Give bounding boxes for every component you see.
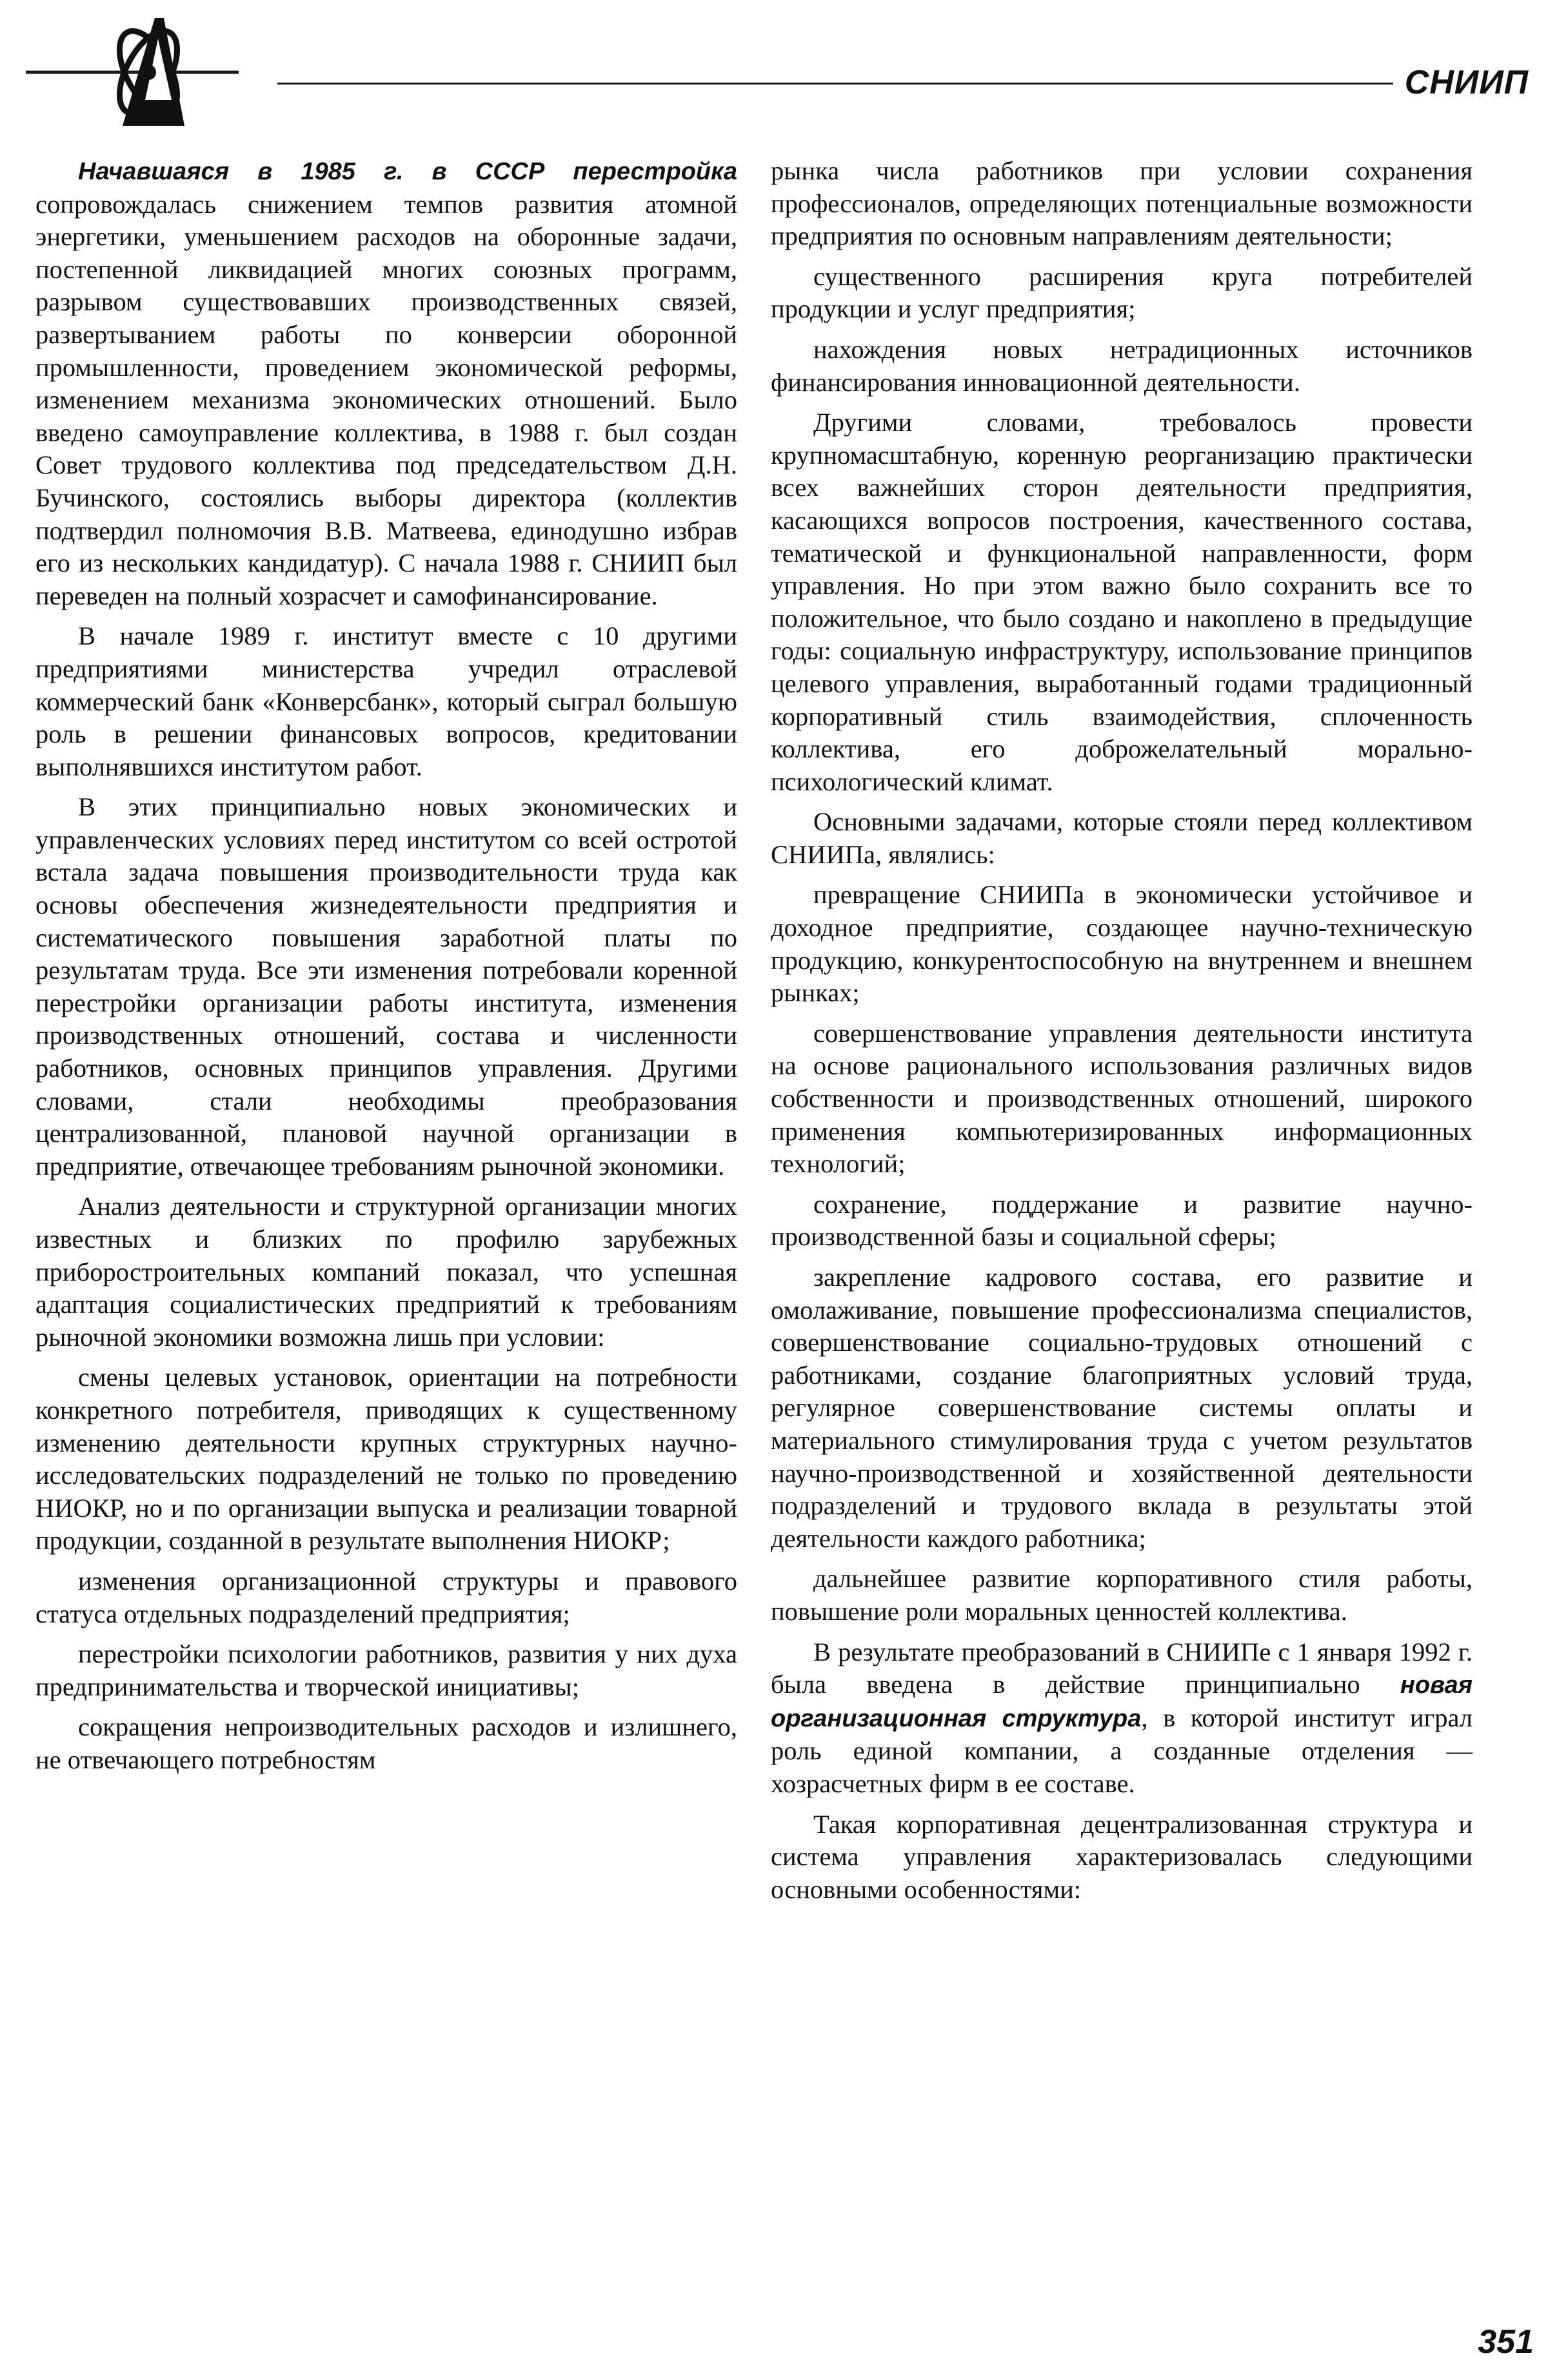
paragraph-text: , в которой институт играл роль единой компании, а созданные отделения — хозрасчетных фирм в ее составе. bbox=[771, 1703, 1473, 1798]
paragraph: В начале 1989 г. институт вместе с 10 другими предприятиями министерства учредил отраслевой коммерческий банк «Конверсбанк», который сыграл большую роль в решении финансовых вопросов, кредитовании выполнявшихся институтом работ. bbox=[35, 621, 737, 781]
emphasis-phrase: новая организационная структура bbox=[771, 1672, 1473, 1732]
header-rule bbox=[277, 83, 1393, 85]
lead-phrase: Начавшаяся в 1985 г. в СССР перестройка bbox=[78, 158, 737, 185]
list-item: сохранение, поддержание и развитие научно-производственной базы и социальной сферы; bbox=[771, 1189, 1473, 1252]
list-item: смены целевых установок, ориентации на потребности конкретного потребителя, приводящих к существенному изменению деятельности крупных структурных научно-исследовательских подразделений не только по проведению НИОКР, но и по организации выпуска и реализации товарной продукции, созданной в результате выполнения НИОКР; bbox=[35, 1363, 737, 1555]
right-column bbox=[771, 155, 1473, 1914]
paragraph: В этих принципиально новых экономических и управленческих условиях перед институтом со всей остротой встала задача повышения производительности труда как основы обеспечения жизнедеятельности предприятия и систематического повышения заработной платы по результатам труда. Все эти изменения потребовали коренной перестройки организации работы института, изменения производственных отношений, состава и численности работников, основных принципов управления. Другими словами, стали необходимы преобразования централизованной, плановой научной организации в предприятие, отвечающее требованиям рыночной экономики. bbox=[35, 792, 737, 1181]
paragraph bbox=[35, 155, 737, 612]
running-head: СНИИП bbox=[1404, 64, 1529, 101]
list-item: существенного расширения круга потребителей продукции и услуг предприятия; bbox=[771, 261, 1473, 324]
list-item: превращение СНИИПа в экономически устойчивое и доходное предприятие, создающее научно-техническую продукцию, конкурентоспособную на внутреннем и внешнем рынках; bbox=[771, 880, 1473, 1008]
left-column bbox=[35, 155, 737, 1785]
atom-emblem-icon bbox=[26, 13, 284, 142]
list-item: сокращения непроизводительных расходов и излишнего, не отвечающего потребностям bbox=[35, 1712, 737, 1774]
list-item: перестройки психологии работников, развития у них духа предпринимательства и творческой инициативы; bbox=[35, 1639, 737, 1701]
list-item: совершенствование управления деятельности института на основе рационального использования различных видов собственности и производственных отношений, широкого применения компьютеризированных информационных технологий; bbox=[771, 1018, 1473, 1179]
page-header bbox=[26, 13, 1529, 142]
paragraph-text: сопровождалась снижением темпов развития атомной энергетики, уменьшением расходов на оборонные задачи, постепенной ликвидацией многих союзных программ, разрывом существовавших производственных связей, развертыванием работы по конверсии оборонной промышленности, проведением экономической реформы, изменением механизма экономических отношений. Было введено самоуправление коллектива, в 1988 г. был создан Совет трудового коллектива под председательством Д.Н. Бучинского, состоялись выборы директора (коллектив подтвердил полномочия В.В. Матвеева, единодушно избрав его из нескольких кандидатур). С начала 1988 г. СНИИП был переведен на полный хозрасчет и самофинансирование. bbox=[35, 189, 737, 610]
paragraph: рынка числа работников при условии сохранения профессионалов, определяющих потенциальные возможности предприятия по основным направлениям деятельности; bbox=[771, 156, 1473, 251]
paragraph: Основными задачами, которые стояли перед коллективом СНИИПа, являлись: bbox=[771, 807, 1473, 869]
paragraph bbox=[771, 1636, 1473, 1801]
list-item: дальнейшее развитие корпоративного стиля работы, повышение роли моральных ценностей коллектива. bbox=[771, 1564, 1473, 1626]
list-item: изменения организационной структуры и правового статуса отдельных подразделений предприятия; bbox=[35, 1566, 737, 1628]
paragraph: Такая корпоративная децентрализованная структура и система управления характеризовалась следующими основными особенностями: bbox=[771, 1809, 1473, 1904]
list-item: нахождения новых нетрадиционных источников финансирования инновационной деятельности. bbox=[771, 334, 1473, 397]
paragraph: Анализ деятельности и структурной организации многих известных и близких по профилю зарубежных приборостроительных компаний показал, что успешная адаптация социалистических предприятий к требованиям рыночной экономики возможна лишь при условии: bbox=[35, 1192, 737, 1352]
paragraph-text: В результате преобразований в СНИИПе с 1 января 1992 г. была введена в действие принципиально bbox=[771, 1637, 1473, 1699]
page-number: 351 bbox=[1478, 2323, 1534, 2361]
list-item: закрепление кадрового состава, его развитие и омолаживание, повышение профессионализма специалистов, совершенствование социально-трудовых отношений с работниками, создание благоприятных условий труда, регулярное совершенствование системы оплаты и материального стимулирования труда с учетом результатов научно-производственной и хозяйственной деятельности подразделений и трудового вклада в результаты этой деятельности каждого работника; bbox=[771, 1263, 1473, 1553]
paragraph: Другими словами, требовалось провести крупномасштабную, коренную реорганизацию практически всех важнейших сторон деятельности предприятия, касающихся вопросов построения, качественного состава, тематической и функциональной направленности, форм управления. Но при этом важно было сохранить все то положительное, что было создано и накоплено в предыдущие годы: социальную инфраструктуру, использование принципов целевого управления, выработанный годами традиционный корпоративный стиль взаимодействия, сплоченность коллектива, его доброжелательный морально-психологический климат. bbox=[771, 408, 1473, 796]
